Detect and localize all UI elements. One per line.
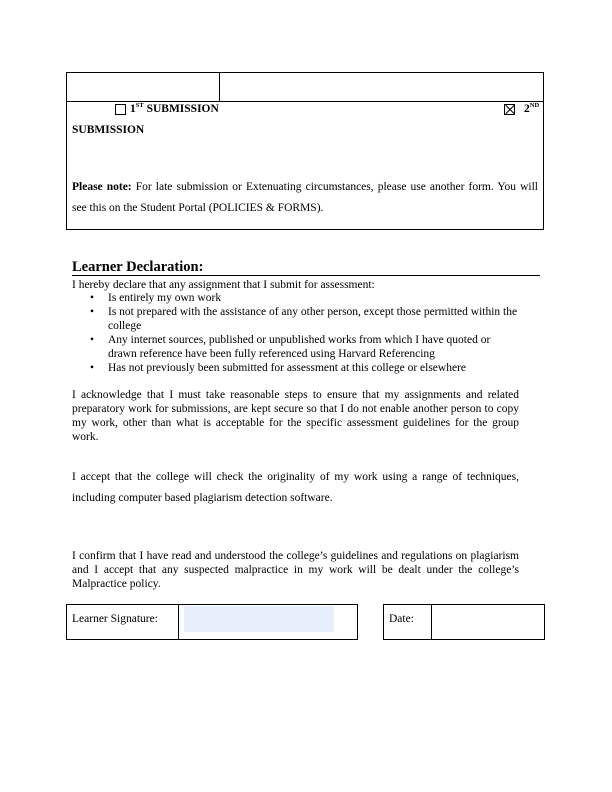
declaration-title: Learner Declaration: [72,259,204,275]
first-submission-checkbox[interactable] [115,104,126,115]
declaration-item-no-assistance: • Is not prepared with the assistance of any other person, except those permitted within the college [90,305,520,333]
first-submission-sup: ST [135,102,144,109]
date-label: Date: [389,613,414,625]
second-submission-number: 2 [524,103,530,115]
declaration-item-own-work: • Is entirely my own work [90,291,520,305]
late-submission-note [72,177,538,219]
originality-paragraph: I accept that the college will check the originality of my work using a range of techniques, including computer based plagiarism detection software. [72,471,519,504]
second-submission-sup: ND [529,102,540,109]
date-field[interactable] [433,606,543,638]
submission-header-right-cell [220,73,543,102]
second-submission-number-label [524,103,539,115]
second-submission-label: SUBMISSION [72,124,145,136]
first-submission-number: 1 [130,103,136,115]
second-submission-checkbox[interactable] [504,104,515,115]
date-divider [431,605,432,639]
signature-label: Learner Signature: [72,613,158,625]
declaration-item-not-submitted: • Has not previously been submitted for assessment at this college or elsewhere [90,361,520,375]
submission-header-left-cell [67,73,220,102]
declaration-intro: I hereby declare that any assignment that I submit for assessment: [72,279,375,291]
note-label: Please note: [72,181,132,193]
first-submission-label [130,103,219,115]
first-submission-text: SUBMISSION [146,103,219,115]
note-text: For late submission or Extenuating circumstances, please use another form. You will see this on the Student Portal (POLICIES & FORMS). [72,181,538,214]
declaration-item-referenced: • Any internet sources, published or unpublished works from which I have quoted or drawn reference have been fully referenced using Harvard Referencing [90,333,520,361]
signature-divider [178,605,179,639]
declaration-list [90,291,520,375]
date-box [383,604,545,640]
signature-field[interactable] [184,606,334,632]
acknowledge-paragraph: I acknowledge that I must take reasonable steps to ensure that my assignments and related preparatory work for submissions, are kept secure so that I do not enable another person to copy my work, other than what is acceptable for the specific assessment guidelines for the group work. [72,389,519,443]
submission-box [66,72,544,230]
signature-box [66,604,358,640]
declaration-divider [72,275,540,276]
malpractice-paragraph: I confirm that I have read and understood the college’s guidelines and regulations on plagiarism and I accept that any suspected malpractice in my work will be dealt under the college’s Malpractice policy. [72,550,519,590]
